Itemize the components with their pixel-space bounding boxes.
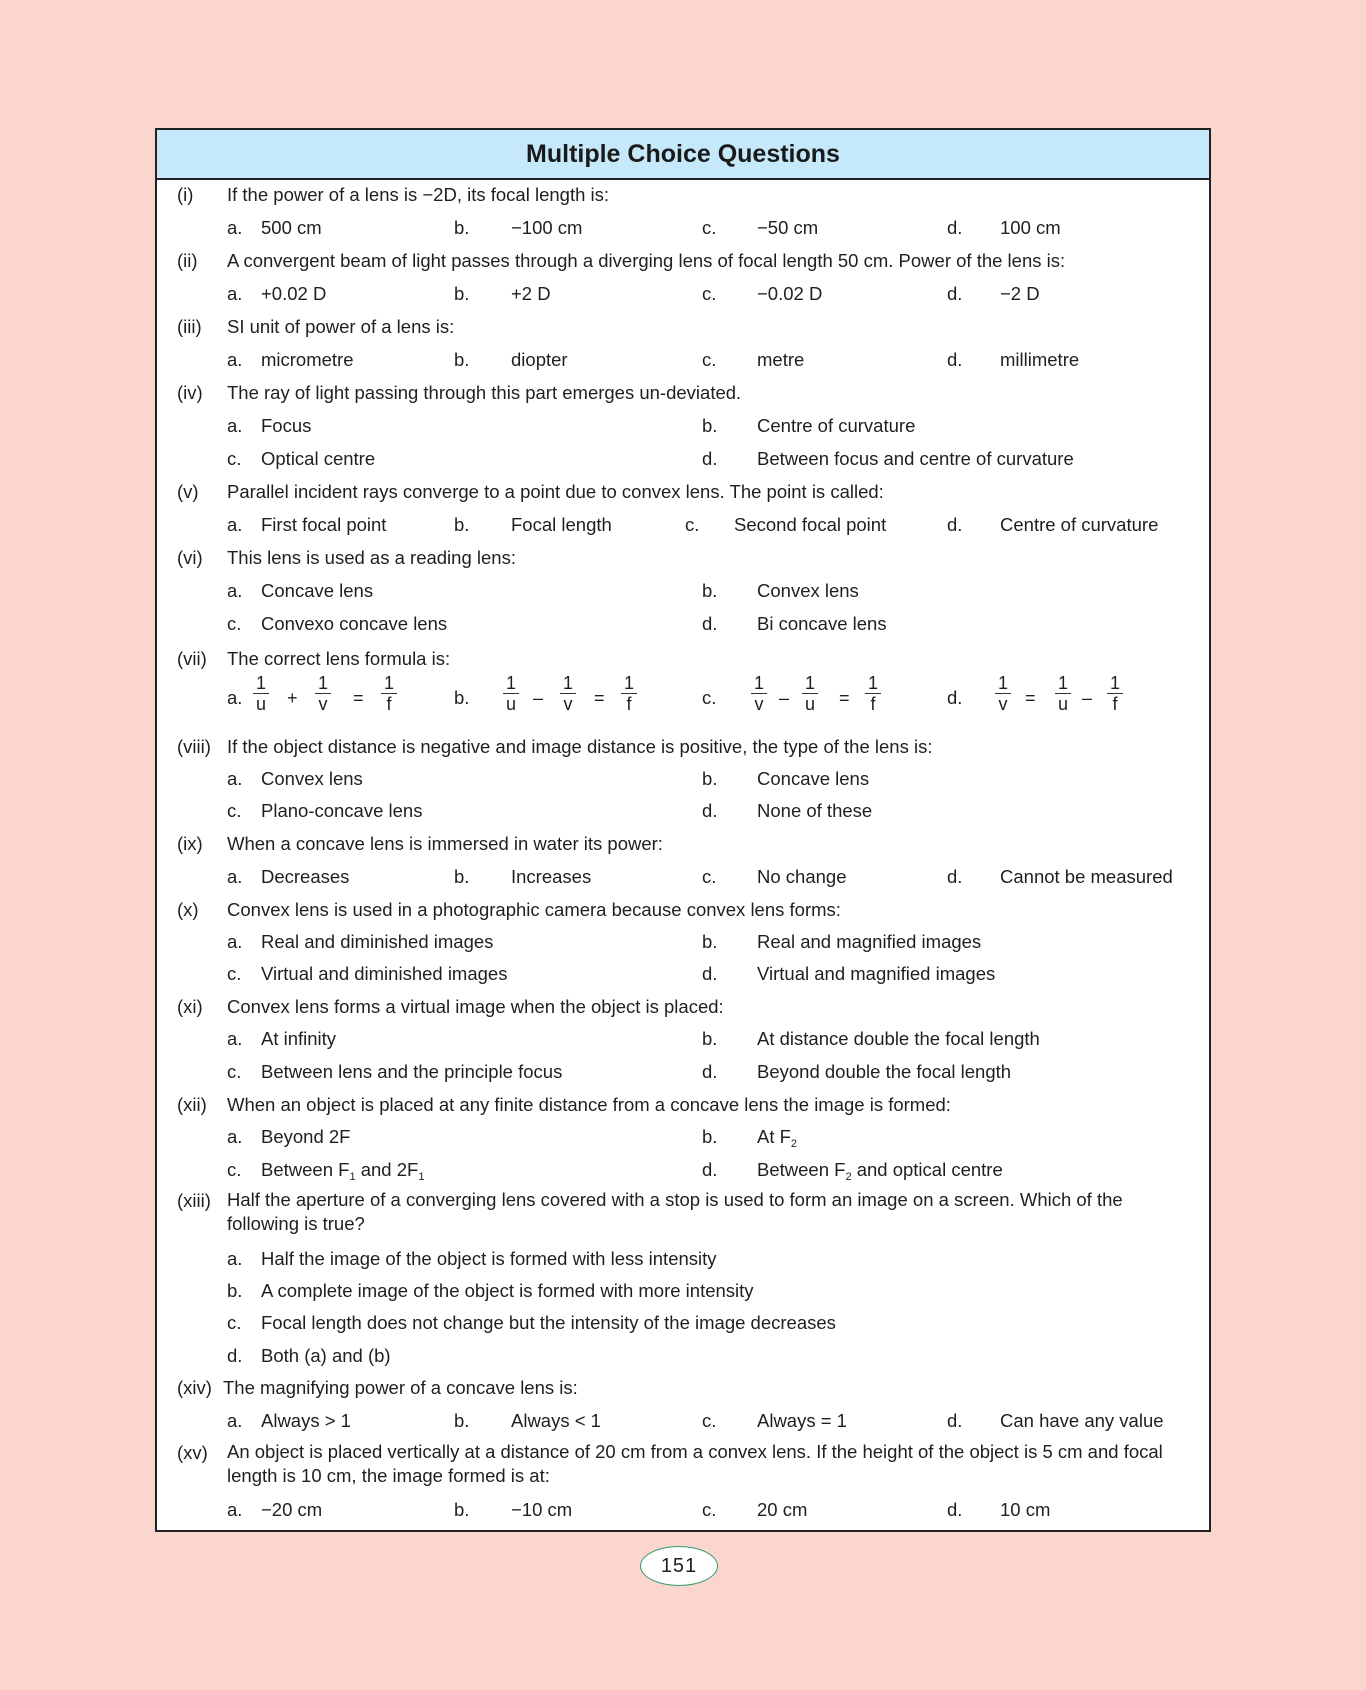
option-label: d.	[947, 687, 963, 708]
options-row	[157, 929, 1209, 955]
option-label: a.	[227, 415, 243, 436]
option-label: d.	[947, 866, 963, 887]
option-b: At distance double the focal length	[757, 1028, 1040, 1049]
option-label: d.	[947, 1410, 963, 1431]
option-label: b.	[702, 931, 718, 952]
option-label: c.	[685, 514, 700, 535]
option-a: Decreases	[261, 866, 350, 887]
question-8	[157, 734, 1209, 760]
question-13	[157, 1188, 1209, 1238]
option-label: a.	[227, 217, 243, 238]
question-number: (xii)	[177, 1094, 207, 1115]
question-number: (xiv)	[177, 1377, 212, 1398]
option-a: Concave lens	[261, 580, 374, 601]
question-11	[157, 994, 1209, 1020]
option-label: a.	[227, 1126, 243, 1147]
page-number: 151	[640, 1546, 718, 1586]
option-d: Can have any value	[1000, 1410, 1164, 1431]
option-b: Focal length	[511, 514, 612, 535]
option-a: At infinity	[261, 1028, 337, 1049]
option-label: a.	[227, 580, 243, 601]
option-b: diopter	[511, 349, 568, 370]
option-label: b.	[454, 1499, 470, 1520]
options-row	[157, 281, 1209, 307]
options-row	[157, 578, 1209, 604]
operator: =	[1025, 688, 1036, 708]
question-number: (ii)	[177, 250, 198, 271]
question-text: A convergent beam of light passes through a diverging lens of focal length 50 cm. Power of the lens is:	[227, 250, 1066, 271]
option-label: c.	[227, 613, 242, 634]
option-c: metre	[757, 349, 805, 370]
question-2	[157, 248, 1209, 274]
fraction: $\frac{1}{v}$	[315, 673, 331, 714]
option-label: d.	[702, 1061, 718, 1082]
fraction: $\frac{1}{f}$	[621, 673, 637, 714]
fraction: $\frac{1}{v}$	[560, 673, 576, 714]
option-b: Concave lens	[757, 768, 870, 789]
option-d: None of these	[757, 800, 873, 821]
option-b: Real and magnified images	[757, 931, 982, 952]
option-d: −2 D	[1000, 283, 1040, 304]
question-text: Convex lens is used in a photographic camera because convex lens forms:	[227, 899, 841, 920]
option-label: a.	[227, 1499, 243, 1520]
option-c: −0.02 D	[757, 283, 823, 304]
option-label: b.	[454, 687, 470, 708]
options-row	[157, 798, 1209, 824]
question-number: (viii)	[177, 736, 211, 757]
question-1	[157, 182, 1209, 208]
option-label: a.	[227, 1028, 243, 1049]
question-9	[157, 831, 1209, 857]
operator: +	[287, 688, 298, 708]
option-c: Optical centre	[261, 448, 376, 469]
question-12	[157, 1092, 1209, 1118]
option-b: At $F_2$	[757, 1126, 798, 1150]
fraction: $\frac{1}{f}$	[381, 673, 397, 714]
fraction: $\frac{1}{u}$	[802, 673, 818, 714]
question-text: Parallel incident rays converge to a point due to convex lens. The point is called:	[227, 481, 884, 502]
option-label: d.	[702, 448, 718, 469]
question-text: An object is placed vertically at a distance of 20 cm from a convex lens. If the height of the object is 5 cm and focal length is 10 cm, the image formed is at:	[227, 1441, 1163, 1486]
option-d: Between focus and centre of curvature	[757, 448, 1074, 469]
option-label: c.	[702, 687, 717, 708]
question-number: (vii)	[177, 648, 207, 669]
option-d: Bi concave lens	[757, 613, 887, 634]
option-label: a.	[227, 1248, 243, 1269]
question-text: SI unit of power of a lens is:	[227, 316, 455, 337]
option-label: c.	[702, 217, 717, 238]
option-label: d.	[947, 217, 963, 238]
question-text: The correct lens formula is:	[227, 648, 451, 669]
option-b: Increases	[511, 866, 592, 887]
option-label: a.	[227, 931, 243, 952]
option-label: d.	[947, 283, 963, 304]
option-label: b.	[454, 217, 470, 238]
options-row	[157, 512, 1209, 538]
fraction: $\frac{1}{u}$	[253, 673, 269, 714]
option-label: d.	[227, 1345, 243, 1366]
question-text: When a concave lens is immersed in water its power:	[227, 833, 663, 854]
section-title: Multiple Choice Questions	[157, 130, 1209, 180]
question-text: The magnifying power of a concave lens is:	[223, 1377, 578, 1398]
operator: –	[779, 688, 790, 708]
option-label: c.	[702, 1499, 717, 1520]
options-row	[157, 347, 1209, 373]
option-label: a.	[227, 514, 243, 535]
option-label: c.	[227, 448, 242, 469]
option-c: No change	[757, 866, 847, 887]
question-3	[157, 314, 1209, 340]
operator: =	[353, 688, 364, 708]
options-row	[157, 1059, 1209, 1085]
option-c: Between $F_1$ and $2F_1$	[261, 1159, 425, 1183]
question-number: (v)	[177, 481, 199, 502]
option-label: d.	[702, 963, 718, 984]
options-row	[157, 1408, 1209, 1434]
option-d: Between $F_2$ and optical centre	[757, 1159, 1003, 1183]
question-text: When an object is placed at any finite distance from a concave lens the image is formed:	[227, 1094, 951, 1115]
fraction: $\frac{1}{v}$	[751, 673, 767, 714]
options-row	[157, 1026, 1209, 1052]
option-a: Beyond 2F	[261, 1126, 351, 1147]
option-a: Focus	[261, 415, 312, 436]
options-row	[157, 766, 1209, 792]
option-label: d.	[702, 613, 718, 634]
question-10	[157, 897, 1209, 923]
option-label: c.	[227, 1061, 242, 1082]
option-label: c.	[702, 1410, 717, 1431]
options-row	[157, 1157, 1209, 1183]
question-number: (vi)	[177, 547, 203, 568]
option-label: b.	[454, 514, 470, 535]
options-row	[157, 1124, 1209, 1150]
option-b: Convex lens	[757, 580, 859, 601]
option-label: d.	[947, 1499, 963, 1520]
option-label: c.	[702, 283, 717, 304]
option-a: First focal point	[261, 514, 387, 535]
question-number: (x)	[177, 899, 199, 920]
fraction: $\frac{1}{v}$	[995, 673, 1011, 714]
question-text: The ray of light passing through this part emerges un-deviated.	[227, 382, 742, 403]
formula-row	[157, 673, 1209, 714]
option-label: d.	[947, 349, 963, 370]
options-row	[157, 961, 1209, 987]
option-c: 20 cm	[757, 1499, 808, 1520]
operator: =	[594, 688, 605, 708]
fraction: $\frac{1}{u}$	[503, 673, 519, 714]
option-b: −100 cm	[511, 217, 583, 238]
option-d: millimetre	[1000, 349, 1080, 370]
question-text: Half the aperture of a converging lens covered with a stop is used to form an image on a screen. Which of the following is true?	[227, 1189, 1123, 1234]
option-label: c.	[227, 963, 242, 984]
question-4	[157, 380, 1209, 406]
option-b: +2 D	[511, 283, 551, 304]
options-row	[157, 446, 1209, 472]
options-row	[157, 1310, 1209, 1336]
question-number: (iii)	[177, 316, 202, 337]
question-6	[157, 545, 1209, 571]
mcq-box	[155, 128, 1211, 1532]
option-d: Centre of curvature	[1000, 514, 1159, 535]
fraction: $\frac{1}{f}$	[1107, 673, 1123, 714]
operator: =	[839, 688, 850, 708]
option-label: b.	[702, 415, 718, 436]
option-label: d.	[947, 514, 963, 535]
option-label: a.	[227, 687, 243, 708]
option-a: Half the image of the object is formed with less intensity	[261, 1248, 717, 1269]
option-label: c.	[702, 866, 717, 887]
options-row	[157, 1278, 1209, 1304]
question-14	[157, 1375, 1209, 1401]
option-d: Virtual and magnified images	[757, 963, 996, 984]
question-number: (xi)	[177, 996, 203, 1017]
option-label: b.	[227, 1280, 243, 1301]
question-text: Convex lens forms a virtual image when the object is placed:	[227, 996, 724, 1017]
question-text: If the object distance is negative and image distance is positive, the type of the lens is:	[227, 736, 933, 757]
option-label: a.	[227, 283, 243, 304]
option-c: Convexo concave lens	[261, 613, 448, 634]
option-label: c.	[227, 1159, 242, 1180]
option-label: b.	[702, 1028, 718, 1049]
option-c: Virtual and diminished images	[261, 963, 508, 984]
option-c: Between lens and the principle focus	[261, 1061, 563, 1082]
question-15	[157, 1440, 1209, 1490]
question-number: (iv)	[177, 382, 203, 403]
option-label: b.	[454, 866, 470, 887]
option-d: 100 cm	[1000, 217, 1061, 238]
option-label: c.	[227, 1312, 242, 1333]
option-c: Focal length does not change but the intensity of the image decreases	[261, 1312, 836, 1333]
option-label: b.	[454, 349, 470, 370]
option-label: c.	[227, 800, 242, 821]
option-d: Cannot be measured	[1000, 866, 1173, 887]
option-c: Plano-concave lens	[261, 800, 423, 821]
option-d: 10 cm	[1000, 1499, 1051, 1520]
option-label: c.	[702, 349, 717, 370]
question-text: If the power of a lens is −2D, its focal length is:	[227, 184, 610, 205]
option-a: −20 cm	[261, 1499, 323, 1520]
question-list	[157, 180, 1209, 1520]
option-b: Centre of curvature	[757, 415, 916, 436]
option-a: micrometre	[261, 349, 354, 370]
option-label: a.	[227, 768, 243, 789]
option-label: d.	[702, 1159, 718, 1180]
question-number: (xiii)	[177, 1190, 211, 1211]
option-a: 500 cm	[261, 217, 322, 238]
option-label: b.	[454, 283, 470, 304]
option-label: b.	[702, 580, 718, 601]
options-row	[157, 413, 1209, 439]
option-label: a.	[227, 1410, 243, 1431]
question-text: This lens is used as a reading lens:	[227, 547, 516, 568]
options-row	[157, 864, 1209, 890]
option-d: Beyond double the focal length	[757, 1061, 1012, 1082]
options-row	[157, 1343, 1209, 1369]
option-c: −50 cm	[757, 217, 819, 238]
options-row	[157, 215, 1209, 241]
question-number: (ix)	[177, 833, 203, 854]
fraction: $\frac{1}{f}$	[865, 673, 881, 714]
question-number: (xv)	[177, 1442, 208, 1463]
option-c: Always = 1	[757, 1410, 847, 1431]
option-a: +0.02 D	[261, 283, 327, 304]
question-5	[157, 479, 1209, 505]
option-b: A complete image of the object is formed with more intensity	[261, 1280, 754, 1301]
option-label: b.	[702, 1126, 718, 1147]
option-label: b.	[454, 1410, 470, 1431]
options-row	[157, 1246, 1209, 1272]
options-row	[157, 1497, 1209, 1523]
operator: –	[1082, 688, 1093, 708]
fraction: $\frac{1}{u}$	[1055, 673, 1071, 714]
option-c: Second focal point	[734, 514, 887, 535]
option-b: Always < 1	[511, 1410, 601, 1431]
question-number: (i)	[177, 184, 194, 205]
option-label: d.	[702, 800, 718, 821]
option-label: a.	[227, 866, 243, 887]
options-row	[157, 611, 1209, 637]
option-label: b.	[702, 768, 718, 789]
option-a: Convex lens	[261, 768, 363, 789]
option-b: −10 cm	[511, 1499, 573, 1520]
option-label: a.	[227, 349, 243, 370]
operator: –	[533, 688, 544, 708]
option-a: Real and diminished images	[261, 931, 494, 952]
question-7	[157, 646, 1209, 672]
option-a: Always > 1	[261, 1410, 351, 1431]
option-d: Both (a) and (b)	[261, 1345, 391, 1366]
